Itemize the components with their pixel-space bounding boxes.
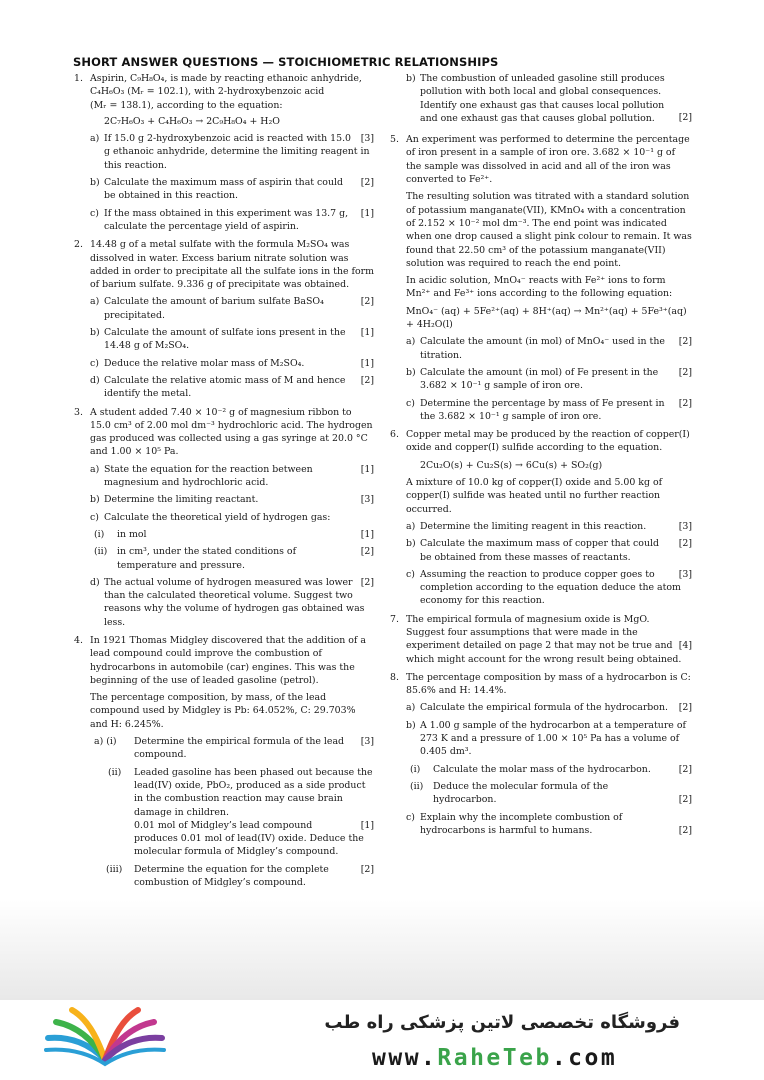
part-text: 0.01 mol of Midgley’s lead compound produces 0.01 mol of lead(IV) oxide. Deduce the molecular formula of Midgley’s compound. [134,819,364,858]
part-label: c) [406,811,415,823]
chemical-equation: 2Cu₂O(s) + Cu₂S(s) → 6Cu(s) + SO₂(g) [420,459,603,471]
part-label: b) [406,538,416,550]
book-logo-icon [40,1002,170,1072]
question-7 [390,613,692,666]
marks: [3] [678,520,692,532]
part-label: a) [90,463,100,475]
question-number: 7. [390,613,399,625]
right-column [390,72,692,842]
question-intro-2: The percentage composition, by mass, of the lead compound used by Midgley is Pb: 64.052%, C: 29.703% and H: 6.245%. [90,692,356,730]
part-label: a) [406,702,416,714]
part-c [90,511,374,524]
url-prefix: www. [372,1045,438,1071]
question-number: 3. [74,406,83,418]
marks: [2] [678,793,692,805]
part-c [406,811,692,838]
question-2 [74,238,374,400]
part-text: Calculate the maximum mass of copper that could be obtained from these masses of reactants. [420,538,659,563]
part-label: (ii) [410,780,424,792]
part-label: a) [406,336,416,348]
part-label: a) [90,133,100,145]
part-a-iii [90,863,374,890]
question-4 [74,634,374,889]
part-b [406,719,692,759]
part-label: b) [406,719,416,731]
question-intro-2: The resulting solution was titrated with a standard solution of potassium manganate(VII), KMnO₄ with a concentration of 2.152 × 10⁻² mol dm⁻³. The end point was indicated when one drop caused a slight pink colour to remain. It was found that 22.50 cm³ of the potassium manganate(VII) solution was required to reach the end point. [406,191,692,269]
part-text: A 1.00 g sample of the hydrocarbon at a temperature of 273 K and a pressure of 1.00 × 10⁵ Pa has a volume of 0.405 dm³. [420,719,686,758]
part-label: c) [406,397,415,409]
part-label: d) [90,374,100,386]
part-text: Deduce the relative molar mass of M₂SO₄. [104,357,305,369]
question-number: 4. [74,634,83,646]
question-number: 8. [390,671,399,683]
shop-name: فروشگاه تخصصی لاتین پزشکی راه طب [324,1012,680,1033]
part-label: (ii) [108,766,122,778]
part-d [90,576,374,629]
part-b-ii [406,780,692,807]
part-b-i [406,763,692,776]
question-6 [390,428,692,608]
part-a [406,520,692,533]
part-text: The actual volume of hydrogen measured was lower than the calculated theoretical volume. Suggest two reasons why the volume of hydrogen gas obtained was less. [104,576,365,628]
website-url[interactable] [372,1045,617,1071]
marks: [2] [360,863,374,875]
part-text: Determine the percentage by mass of Fe present in the 3.682 × 10⁻¹ g sample of iron ore. [420,397,665,422]
question-intro: A student added 7.40 × 10⁻² g of magnesium ribbon to 15.0 cm³ of 2.00 mol dm⁻³ hydrochloric acid. The hydrogen gas produced was collected using a gas syringe at 20.0 °C and 1.00 × 10⁵ Pa. [90,406,373,458]
part-label: c) [90,357,99,369]
part-a-i [90,735,374,762]
part-label: a) (i) [94,736,117,748]
part-label: b) [406,73,416,84]
part-a-ii [90,766,374,859]
question-intro: Copper metal may be produced by the reaction of copper(I) oxide and copper(I) sulfide according to the equation. [406,429,690,454]
marks: [2] [360,374,374,386]
part-label: c) [406,568,415,580]
part-text: The combustion of unleaded gasoline still produces pollution with both local and global consequences. Identify one exhaust gas that causes local pollution and one exhaust gas that causes global pollution. [420,73,665,124]
part-a [90,463,374,490]
question-number: 1. [74,73,83,84]
part-text: Deduce the molecular formula of the hydrocarbon. [433,780,609,806]
question-5 [390,133,692,423]
question-number: 6. [390,429,399,441]
question-text: The empirical formula of magnesium oxide is MgO. Suggest four assumptions that were made in the experiment detailed on page 2 that may not be true and which might account for the wrong result being obtained. [406,613,682,665]
marks: [2] [360,296,374,308]
marks: [1] [360,528,374,540]
part-text: Determine the empirical formula of the lead compound. [134,736,345,761]
part-label: b) [90,177,100,189]
part-text: in mol [117,528,147,540]
part-a [406,335,692,362]
part-b [90,493,374,506]
marks: [2] [678,397,692,409]
part-text: Explain why the incomplete combustion of hydrocarbons is harmful to humans. [420,811,623,836]
part-label: a) [90,296,100,308]
intro-line: (Mᵣ = 138.1), according to the equation: [90,99,283,111]
marks: [2] [678,538,692,550]
page-heading: SHORT ANSWER QUESTIONS — STOICHIOMETRIC RELATIONSHIPS [73,55,499,69]
part-label: (i) [410,763,421,775]
part-label: c) [90,207,99,219]
question-number: 2. [74,239,83,251]
marks: [2] [360,576,374,588]
part-label: c) [90,511,99,523]
part-text: Calculate the maximum mass of aspirin that could be obtained in this reaction. [104,177,343,202]
marks: [2] [678,366,692,378]
part-c [406,568,692,608]
question-intro: An experiment was performed to determine the percentage of iron present in a sample of iron ore. 3.682 × 10⁻¹ g of the sample was dissolved in acid and all of the iron was converted to Fe²⁺. [406,134,690,186]
url-brand: RaheTeb [437,1045,552,1071]
question-8 [390,671,692,837]
part-text: Assuming the reaction to produce copper goes to completion according to the equation deduce the atom economy for this reaction. [420,568,681,607]
part-text: Calculate the amount of sulfate ions present in the 14.48 g of M₂SO₄. [104,327,346,352]
part-b [406,537,692,564]
marks: [2] [678,824,692,836]
part-label: (ii) [94,546,108,558]
part-a [406,701,692,714]
q4-part-b [406,72,692,125]
marks: [3] [360,494,374,506]
marks: [2] [360,177,374,189]
marks: [2] [678,702,692,714]
question-intro: The percentage composition by mass of a hydrocarbon is C: 85.6% and H: 14.4%. [406,671,691,697]
part-text: in cm³, under the stated conditions of temperature and pressure. [117,546,297,571]
part-b [406,366,692,393]
marks: [1] [360,327,374,339]
part-c-ii [90,545,374,572]
part-text: Calculate the relative atomic mass of M and hence identify the metal. [104,374,346,400]
question-3 [74,406,374,629]
part-text: Calculate the amount of barium sulfate BaSO₄ precipitated. [104,296,324,321]
marks: [1] [360,819,374,831]
url-suffix: .com [551,1045,618,1071]
marks: [1] [360,207,374,219]
part-label: b) [406,366,416,378]
chemical-equation: MnO₄⁻ (aq) + 5Fe²⁺(aq) + 8H⁺(aq) → Mn²⁺(aq) + 5Fe³⁺(aq) + 4H₂O(l) [406,305,687,331]
marks: [1] [360,463,374,475]
question-intro [90,72,374,112]
marks: [4] [678,639,692,651]
part-text: Calculate the empirical formula of the hydrocarbon. [420,702,668,714]
part-b [90,326,374,353]
part-c [406,397,692,424]
part-text: Determine the equation for the complete combustion of Midgley’s compound. [134,863,329,889]
part-label: b) [90,494,100,506]
question-intro: In 1921 Thomas Midgley discovered that the addition of a lead compound could improve the combustion of hydrocarbons in automobile (car) engines. This was the beginning of the use of leaded gasoline (petrol). [90,634,366,686]
part-label: (iii) [106,863,123,875]
part-text: If the mass obtained in this experiment was 13.7 g, calculate the percentage yield of aspirin. [104,207,349,232]
part-text: Leaded gasoline has been phased out because the lead(IV) oxide, PbO₂, produced as a side product in the combustion reaction may cause brain damage in children. [134,766,373,818]
left-column [74,72,374,894]
part-text: Determine the limiting reactant. [104,494,259,506]
part-c [90,207,374,234]
question-intro-2: A mixture of 10.0 kg of copper(I) oxide and 5.00 kg of copper(I) sulfide was heated until no further reaction occurred. [406,477,663,515]
part-a [90,295,374,322]
marks: [2] [360,546,374,558]
part-label: d) [90,576,100,588]
marks: [3] [360,736,374,748]
question-1 [74,72,374,233]
question-intro: 14.48 g of a metal sulfate with the formula M₂SO₄ was dissolved in water. Excess barium nitrate solution was added in order to precipitate all the sulfate ions in the form of barium sulfate. 9.336 g of precipitate was obtained. [90,239,375,291]
chemical-equation: 2C₇H₆O₃ + C₄H₆O₃ → 2C₉H₈O₄ + H₂O [104,115,280,127]
part-text: If 15.0 g 2-hydroxybenzoic acid is reacted with 15.0 g ethanoic anhydride, determine the limiting reagent in this reaction. [104,133,370,171]
part-text: Calculate the molar mass of the hydrocarbon. [433,763,651,775]
part-b [90,176,374,203]
part-label: b) [90,327,100,339]
marks: [2] [678,112,692,123]
part-text: Calculate the theoretical yield of hydrogen gas: [104,511,331,523]
part-d [90,374,374,401]
part-text: State the equation for the reaction between magnesium and hydrochloric acid. [104,463,313,489]
intro-line: C₄H₆O₃ (Mᵣ = 102.1), with 2-hydroxybenzoic acid [90,86,325,98]
marks: [2] [678,763,692,775]
intro-line: Aspirin, C₉H₈O₄, is made by reacting ethanoic anhydride, [90,73,362,84]
marks: [2] [678,336,692,348]
question-intro-3: In acidic solution, MnO₄⁻ reacts with Fe²⁺ ions to form Mn²⁺ and Fe³⁺ ions according to the following equation: [406,275,673,300]
question-number: 5. [390,134,399,146]
marks: [1] [360,357,374,369]
part-text: Calculate the amount (in mol) of Fe present in the 3.682 × 10⁻¹ g sample of iron ore. [420,366,659,392]
marks: [3] [678,568,692,580]
part-c [90,357,374,370]
part-text: Calculate the amount (in mol) of MnO₄⁻ used in the titration. [420,336,665,361]
part-label: (i) [94,528,105,540]
part-c-i [90,528,374,541]
footer-shadow [0,900,764,1010]
part-a [90,132,374,172]
part-text: Determine the limiting reagent in this reaction. [420,520,647,532]
marks: [3] [360,133,374,145]
part-label: a) [406,520,416,532]
